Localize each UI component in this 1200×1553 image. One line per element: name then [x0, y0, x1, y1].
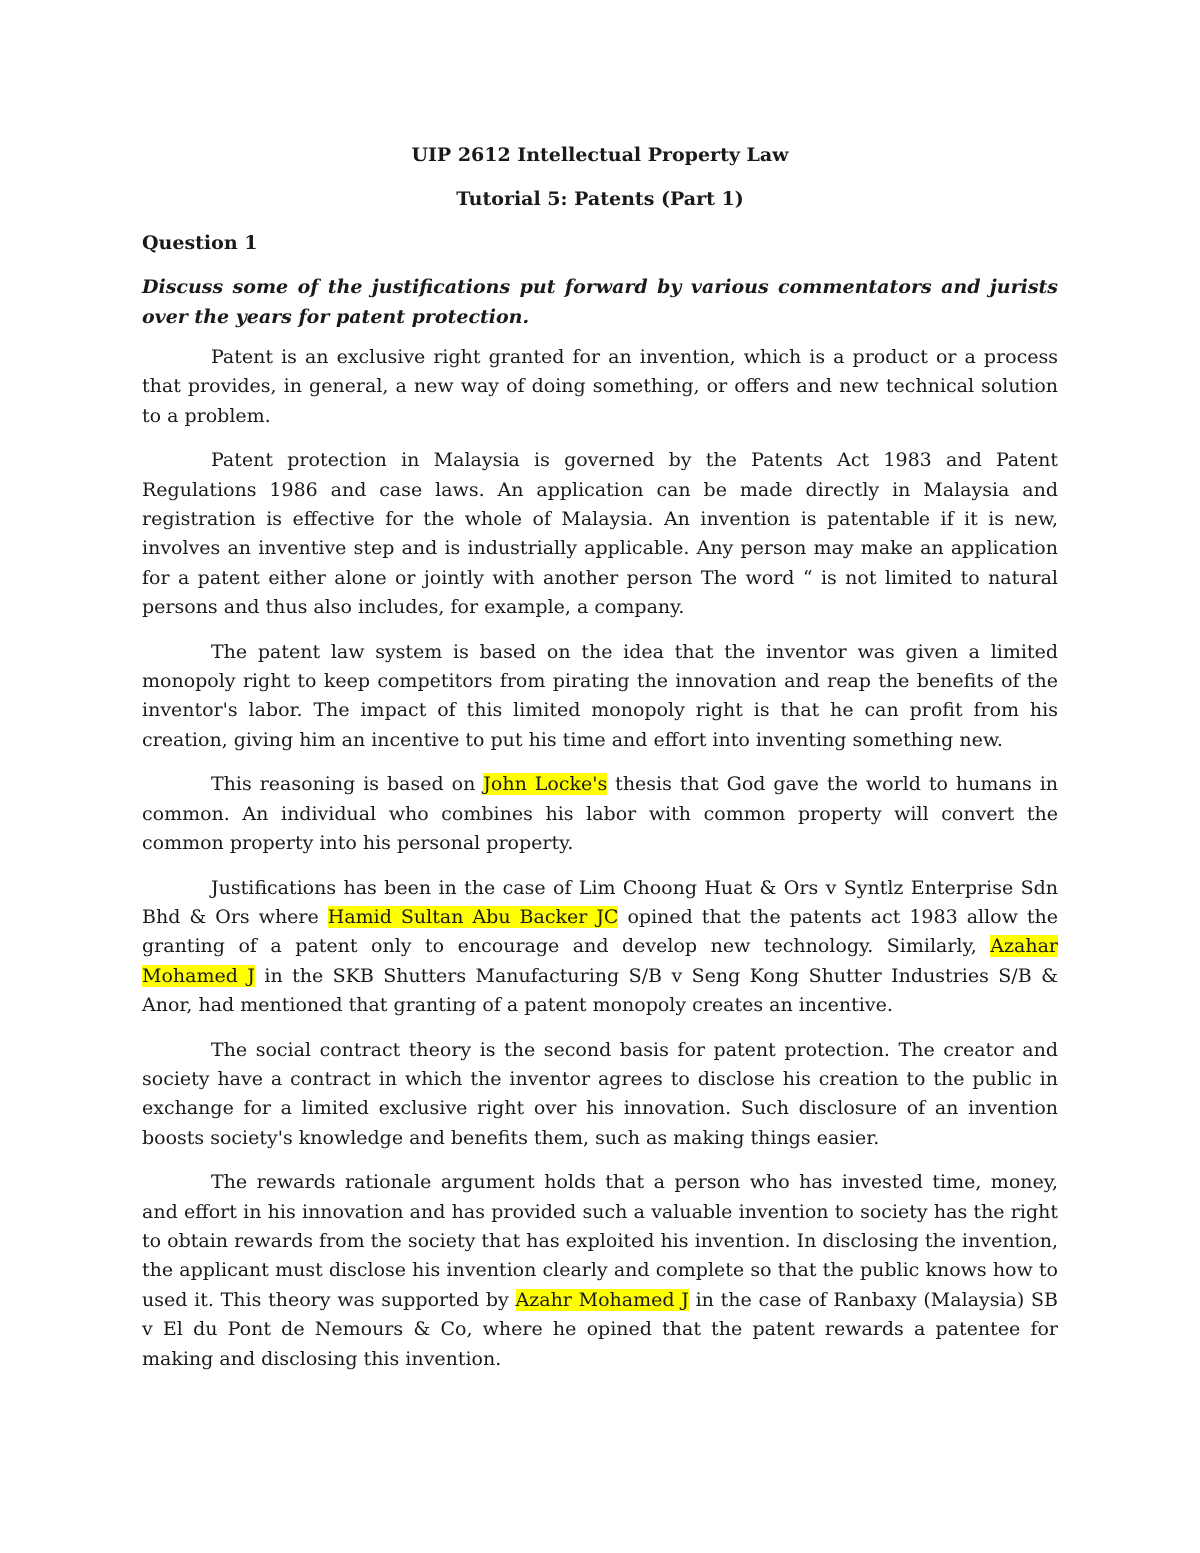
paragraph-social-contract: The social contract theory is the second basis for patent protection. The creator and society have a contract in which the inventor agrees to disclose his creation to the public in exchange for a limited exclusive right over his innovation. Such disclosure of an invention boosts society's knowledge and benefits them, such as making things easier.	[142, 1038, 1058, 1149]
paragraph-case-justifications	[142, 874, 1058, 1021]
paragraph-locke-thesis	[142, 770, 1058, 858]
paragraph-text: in the case of Ranbaxy (Malaysia) SB v El du Pont de Nemours & Co, where he opined that the patent rewards a patentee for making and disclosing this invention.	[142, 1288, 1059, 1370]
course-title: UIP 2612 Intellectual Property Law	[411, 144, 789, 166]
document-page	[142, 140, 1058, 1389]
question-text: Discuss some of the justifications put forward by various commentators and jurists over the years for patent protection.	[142, 276, 1058, 328]
paragraph-monopoly-right: The patent law system is based on the idea that the inventor was given a limited monopoly right to keep competitors from pirating the innovation and reap the benefits of the inventor's labor. The impact of this limited monopoly right is that he can profit from his creation, giving him an incentive to put his time and effort into inventing something new.	[142, 640, 1058, 751]
tutorial-title: Tutorial 5: Patents (Part 1)	[456, 188, 744, 210]
question-label: Question 1	[142, 232, 258, 254]
paragraph-definition: Patent is an exclusive right granted for an invention, which is a product or a process that provides, in general, a new way of doing something, or offers and new technical solution to a problem.	[142, 346, 1058, 427]
highlighted-name: Azahar Mohamed J	[142, 935, 1058, 987]
paragraph-text: This reasoning is based on	[211, 773, 484, 796]
highlighted-name: Hamid Sultan Abu Backer JC	[327, 905, 619, 928]
paragraph-malaysia-law: Patent protection in Malaysia is governed by the Patents Act 1983 and Patent Regulations 1986 and case laws. An application can be made directly in Malaysia and registration is effective for the whole of Malaysia. An invention is patentable if it is new, involves an inventive step and is industrially applicable. Any person may make an application for a patent either alone or jointly with another person The word “ is not limited to natural persons and thus also includes, for example, a company.	[142, 449, 1058, 619]
paragraph-rewards-rationale	[142, 1168, 1058, 1374]
paragraph-text: The rewards rationale argument holds that a person who has invested time, money, and effort in his innovation and has provided such a valuable invention to society has the right to obtain rewards from the society that has exploited his invention. In disclosing the invention, the applicant must disclose his invention clearly and complete so that the public knows how to used it. This theory was supported by	[142, 1171, 1058, 1311]
paragraph-text: opined that the patents act 1983 allow the granting of a patent only to encourage and develop new technology. Similarly,	[142, 905, 1058, 958]
highlighted-name: John Locke's	[483, 773, 608, 796]
paragraph-text: in the SKB Shutters Manufacturing S/B v Seng Kong Shutter Industries S/B & Anor, had mentioned that granting of a patent monopoly creates an incentive.	[142, 964, 1058, 1017]
highlighted-name: Azahr Mohamed J	[515, 1288, 689, 1311]
paragraph-text: Justifications has been in the case of Lim Choong Huat & Ors v Syntlz Enterprise Sdn Bhd & Ors where	[142, 876, 1058, 928]
paragraph-text: thesis that God gave the world to humans in common. An individual who combines his labor with common property will convert the common property into his personal property.	[142, 773, 1059, 855]
